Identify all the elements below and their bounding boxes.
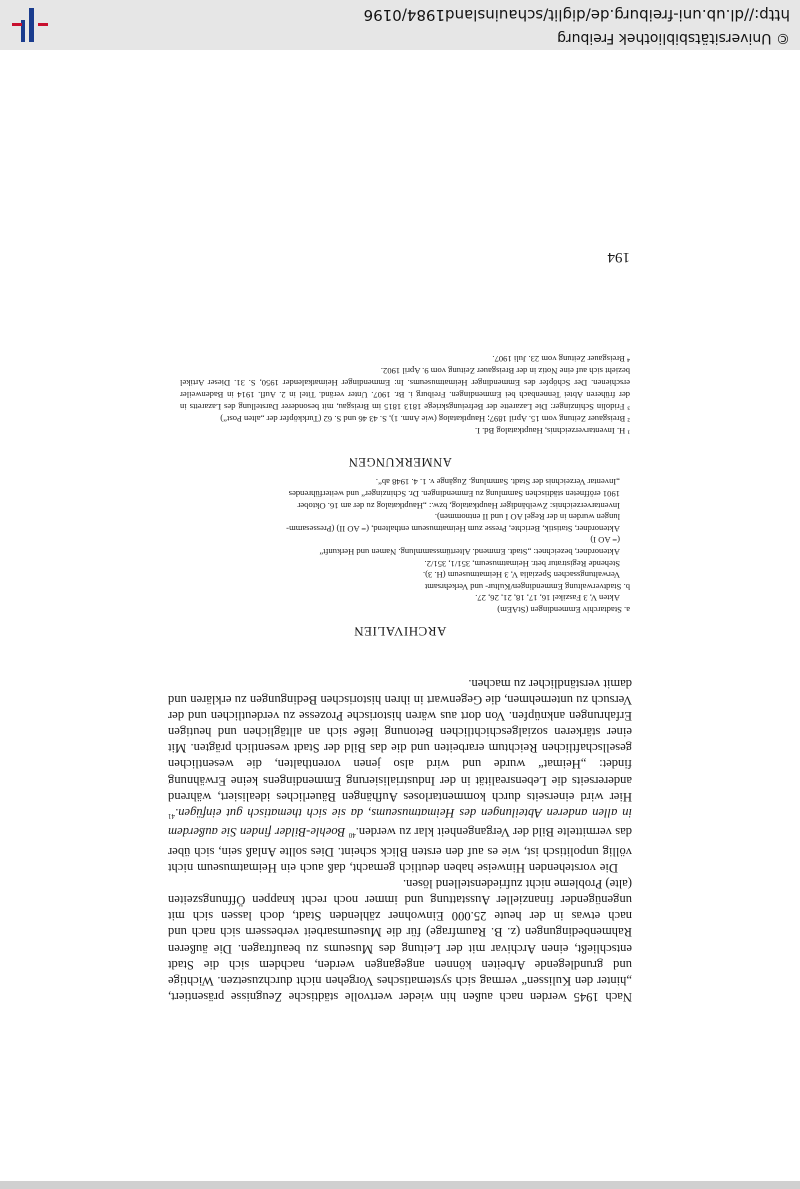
bottom-strip (0, 1181, 800, 1189)
body-text (168, 676, 632, 1006)
archive-line: Akten V, 3 Faszikel 16, 17, 18, 21, 26, 27. (475, 593, 620, 604)
copyright-text: © Universitätsbibliothek Freiburg (557, 30, 790, 46)
archive-line: lungen wurden in der Regel AO I und II entnommen). (434, 512, 620, 523)
paragraph-2-a: Die vorstehenden Hinweise haben deutlich gemacht, daß auch ein Heimatmuseum nicht völlig unpolitisch ist, wie es auf den ersten Blick scheint. Dies sollte Anlaß sein, sich über das vermittelte Bild der Vergangenheit klar zu werden. (168, 825, 632, 875)
archive-line: (= AO I) (590, 535, 620, 546)
archive-line: „Inventar Verzeichnis der Stadt. Sammlung. Zugänge v. 1. 4. 1948 ab“. (375, 477, 620, 488)
note-item: ² Breisgauer Zeitung vom 15. April 1897; Hauptkatalog (wie Anm. 1), S. 43 46 und S. 62 (Turkköpfer der „alten Post“) (220, 414, 630, 424)
page-number: 194 (607, 249, 630, 265)
notes-list (180, 353, 630, 437)
footnote-ref-40: 40 (348, 831, 356, 840)
page-url-link[interactable]: http://dl.ub.uni-freiburg.de/diglit/schauinsland1984/0196 (363, 6, 790, 24)
archive-line: a. Stadtarchiv Emmendingen (StAEm) (497, 605, 630, 615)
notes-heading: ANMERKUNGEN (348, 455, 452, 469)
archive-list (170, 476, 630, 615)
archive-line: Stehende Registratur betr. Heimatmuseum, 351/1, 351/2. (424, 558, 620, 569)
paragraph-1: Nach 1945 werden nach außen hin wieder wertvolle städtische Zeugnisse präsentiert, „hinter den Kulissen“ vermag sich systematisches Vorgehen nicht durchzusetzen. Wichtige und grundlegende Arbeiten können angegangen werden, nachdem sich die Stadt entschließt, einen Archivar mit der Leitung des Museums zu beauftragen. Die äußeren Rahmenbedingungen (z. B. Raumfrage) für die Museumsarbeit verbessern sich nach und nach etwas in der heute 25.000 Einwohner zählenden Stadt, doch lassen sich mit ungenügender finanzieller Ausstattung und immer noch recht knappen Öffnungszeiten (alte) Probleme nicht zufriedenstellend lösen. (168, 876, 632, 1004)
archive-heading: ARCHIVALIEN (353, 624, 447, 639)
footer-banner (0, 0, 800, 50)
note-item: ⁴ Breisgauer Zeitung vom 23. Juli 1907. (492, 354, 630, 364)
note-item: ³ Fridolin Schinzinger: Die Lazarette der Befreiungskriege 1813 1815 im Breisgau, mit besonderer Darstellung des Lazaretts in der früheren Abtei Tennenbach bei Emmendingen. Freiburg i. Br. 1907. Unter veränd. Titel in 2. Aufl. 1914 in Badenweiler erschienen. Der Schöpfer des Emmendinger Heimatmuseums. In: Emmendinger Heimatkalender 1950, S. 31. Dieser Artikel bezieht sich auf eine Notiz in der Breisgauer Zeitung vom 9. April 1902. (180, 366, 630, 412)
archive-line: Aktenordner, bezeichnet: „Stadt. Emmend. Altertümssammlung. Namen und Herkunft“ (319, 547, 620, 558)
footnote-ref-41: 41 (168, 812, 175, 821)
archive-line: b. Stadtverwaltung Emmendingen/Kultur- und Verkehrsamt (424, 581, 630, 592)
archive-line: Verwaltungssachen Spezialia V, 3 Heimatmuseum (H. 3). (422, 570, 620, 581)
archive-line: Aktenordner, Statistik, Berichte, Presse zum Heimatmuseum enthaltend, (= AO II) (Pressesamm- (286, 523, 620, 534)
archive-line: 1901 eröffneten städtischen Sammlung zu Emmendingen. Dr. Schinzinger“ und weiterführendes (288, 489, 620, 500)
archive-line: Inventarverzeichnis: Zweibändiger Hauptkatalog, bzw.: „Hauptkatalog zu der am 16. Oktober (297, 500, 620, 511)
paragraph-2-b: Hier wird einerseits durch kommentarloses Aufhängen Bäuerliches idealisiert, während andererseits die Lebensrealität in der Industrialisierung Emmendingens keine Erwähnung findet: „Heimat“ wurde und wird also jenen vorenthalten, die wesentlichen gesellschaftlichen Reichtum erarbeiten und die das Bild der Stadt wesentlich prägten. Mit einer stärkeren sozialgeschichtlichen Betonung ließe sich an alltäglichen und heutigen Erfahrungen anknüpfen. Von dort aus wären historische Prozesse zu verdeutlichen und der Versuch zu unternehmen, die Gegenwart in ihren historischen Bedingungen zu erklären und damit verständlicher zu machen. (168, 676, 632, 804)
paragraph-2 (168, 676, 632, 876)
note-item: ¹ H. Inventarverzeichnis, Hauptkatalog Bd. I. (474, 426, 630, 436)
ub-freiburg-logo-icon (12, 8, 48, 42)
paragraph-2-italic: Boehle-Bilder finden Sie außerdem in allen anderen Abteilungen des Heimatmuseums, da sie sich thematisch gut einfügen. (168, 805, 632, 840)
